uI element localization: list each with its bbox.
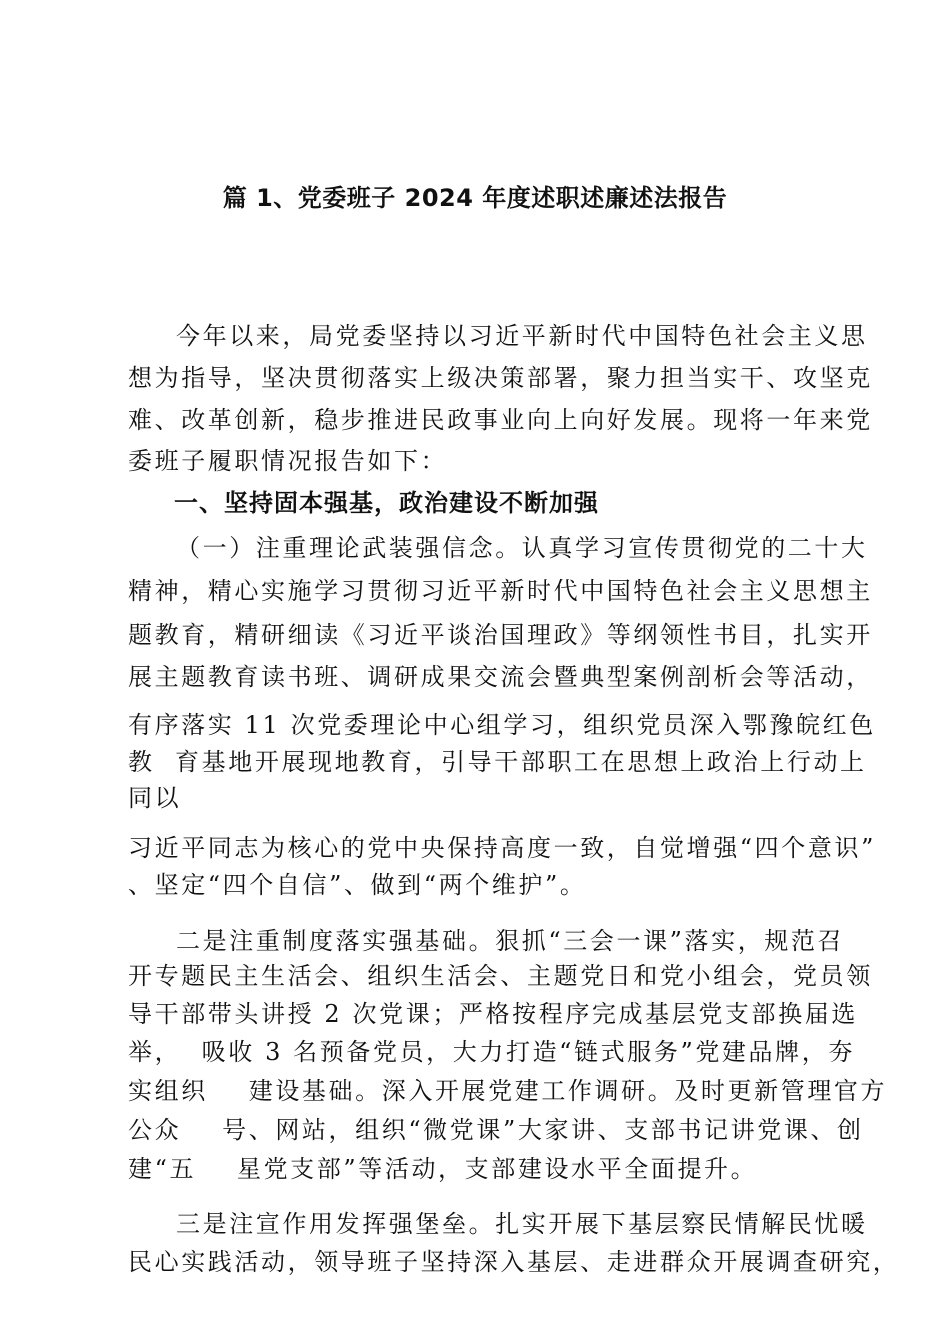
text-line: 举， 吸收 3 名预备党员，大力打造“链式服务”党建品牌，夯	[128, 1038, 855, 1066]
text-line: 二是注重制度落实强基础。狠抓“三会一课”落实，规范召	[176, 927, 845, 955]
text-line: 、坚定“四个自信”、做到“两个维护”。	[128, 871, 587, 899]
section-heading: 一、坚持固本强基，政治建设不断加强	[174, 489, 599, 517]
text-line: 想为指导，坚决贯彻落实上级决策部署，聚力担当实干、攻坚克	[128, 364, 873, 392]
text-line: 习近平同志为核心的党中央保持高度一致，自觉增强“四个意识”	[128, 834, 876, 862]
document-title: 篇 1、党委班子 2024 年度述职述廉述法报告	[222, 184, 728, 212]
text-line: 委班子履职情况报告如下：	[128, 447, 448, 475]
text-line: 公众 号、网站，组织“微党课”大家讲、支部书记讲党课、创	[128, 1116, 864, 1144]
text-line: 难、改革创新，稳步推进民政事业向上向好发展。现将一年来党	[128, 406, 873, 434]
text-line: 教 育基地开展现地教育，引导干部职工在思想上政治上行动上	[128, 748, 867, 776]
text-line: 精神，精心实施学习贯彻习近平新时代中国特色社会主义思想主	[128, 577, 873, 605]
text-line: 三是注宣作用发挥强堡垒。扎实开展下基层察民情解民忧暖	[176, 1210, 868, 1238]
text-line: 开专题民主生活会、组织生活会、主题党日和党小组会，党员领	[128, 962, 873, 990]
text-line: 题教育，精研细读《习近平谈治国理政》等纲领性书目，扎实开	[128, 621, 873, 649]
text-line: 展主题教育读书班、调研成果交流会暨典型案例剖析会等活动，	[128, 663, 873, 691]
text-line: 导干部带头讲授 2 次党课；严格按程序完成基层党支部换届选	[128, 1000, 858, 1028]
text-line: （一）注重理论武装强信念。认真学习宣传贯彻党的二十大	[176, 534, 868, 562]
text-line: 实组织 建设基础。深入开展党建工作调研。及时更新管理官方	[128, 1077, 888, 1105]
text-line: 今年以来，局党委坚持以习近平新时代中国特色社会主义思	[176, 322, 868, 350]
text-line: 有序落实 11 次党委理论中心组学习，组织党员深入鄂豫皖红色	[128, 711, 876, 739]
text-line: 同以	[128, 784, 182, 812]
text-line: 民心实践活动，领导班子坚持深入基层、走进群众开展调查研究，	[128, 1248, 900, 1276]
text-line: 建“五 星党支部”等活动，支部建设水平全面提升。	[128, 1155, 758, 1183]
